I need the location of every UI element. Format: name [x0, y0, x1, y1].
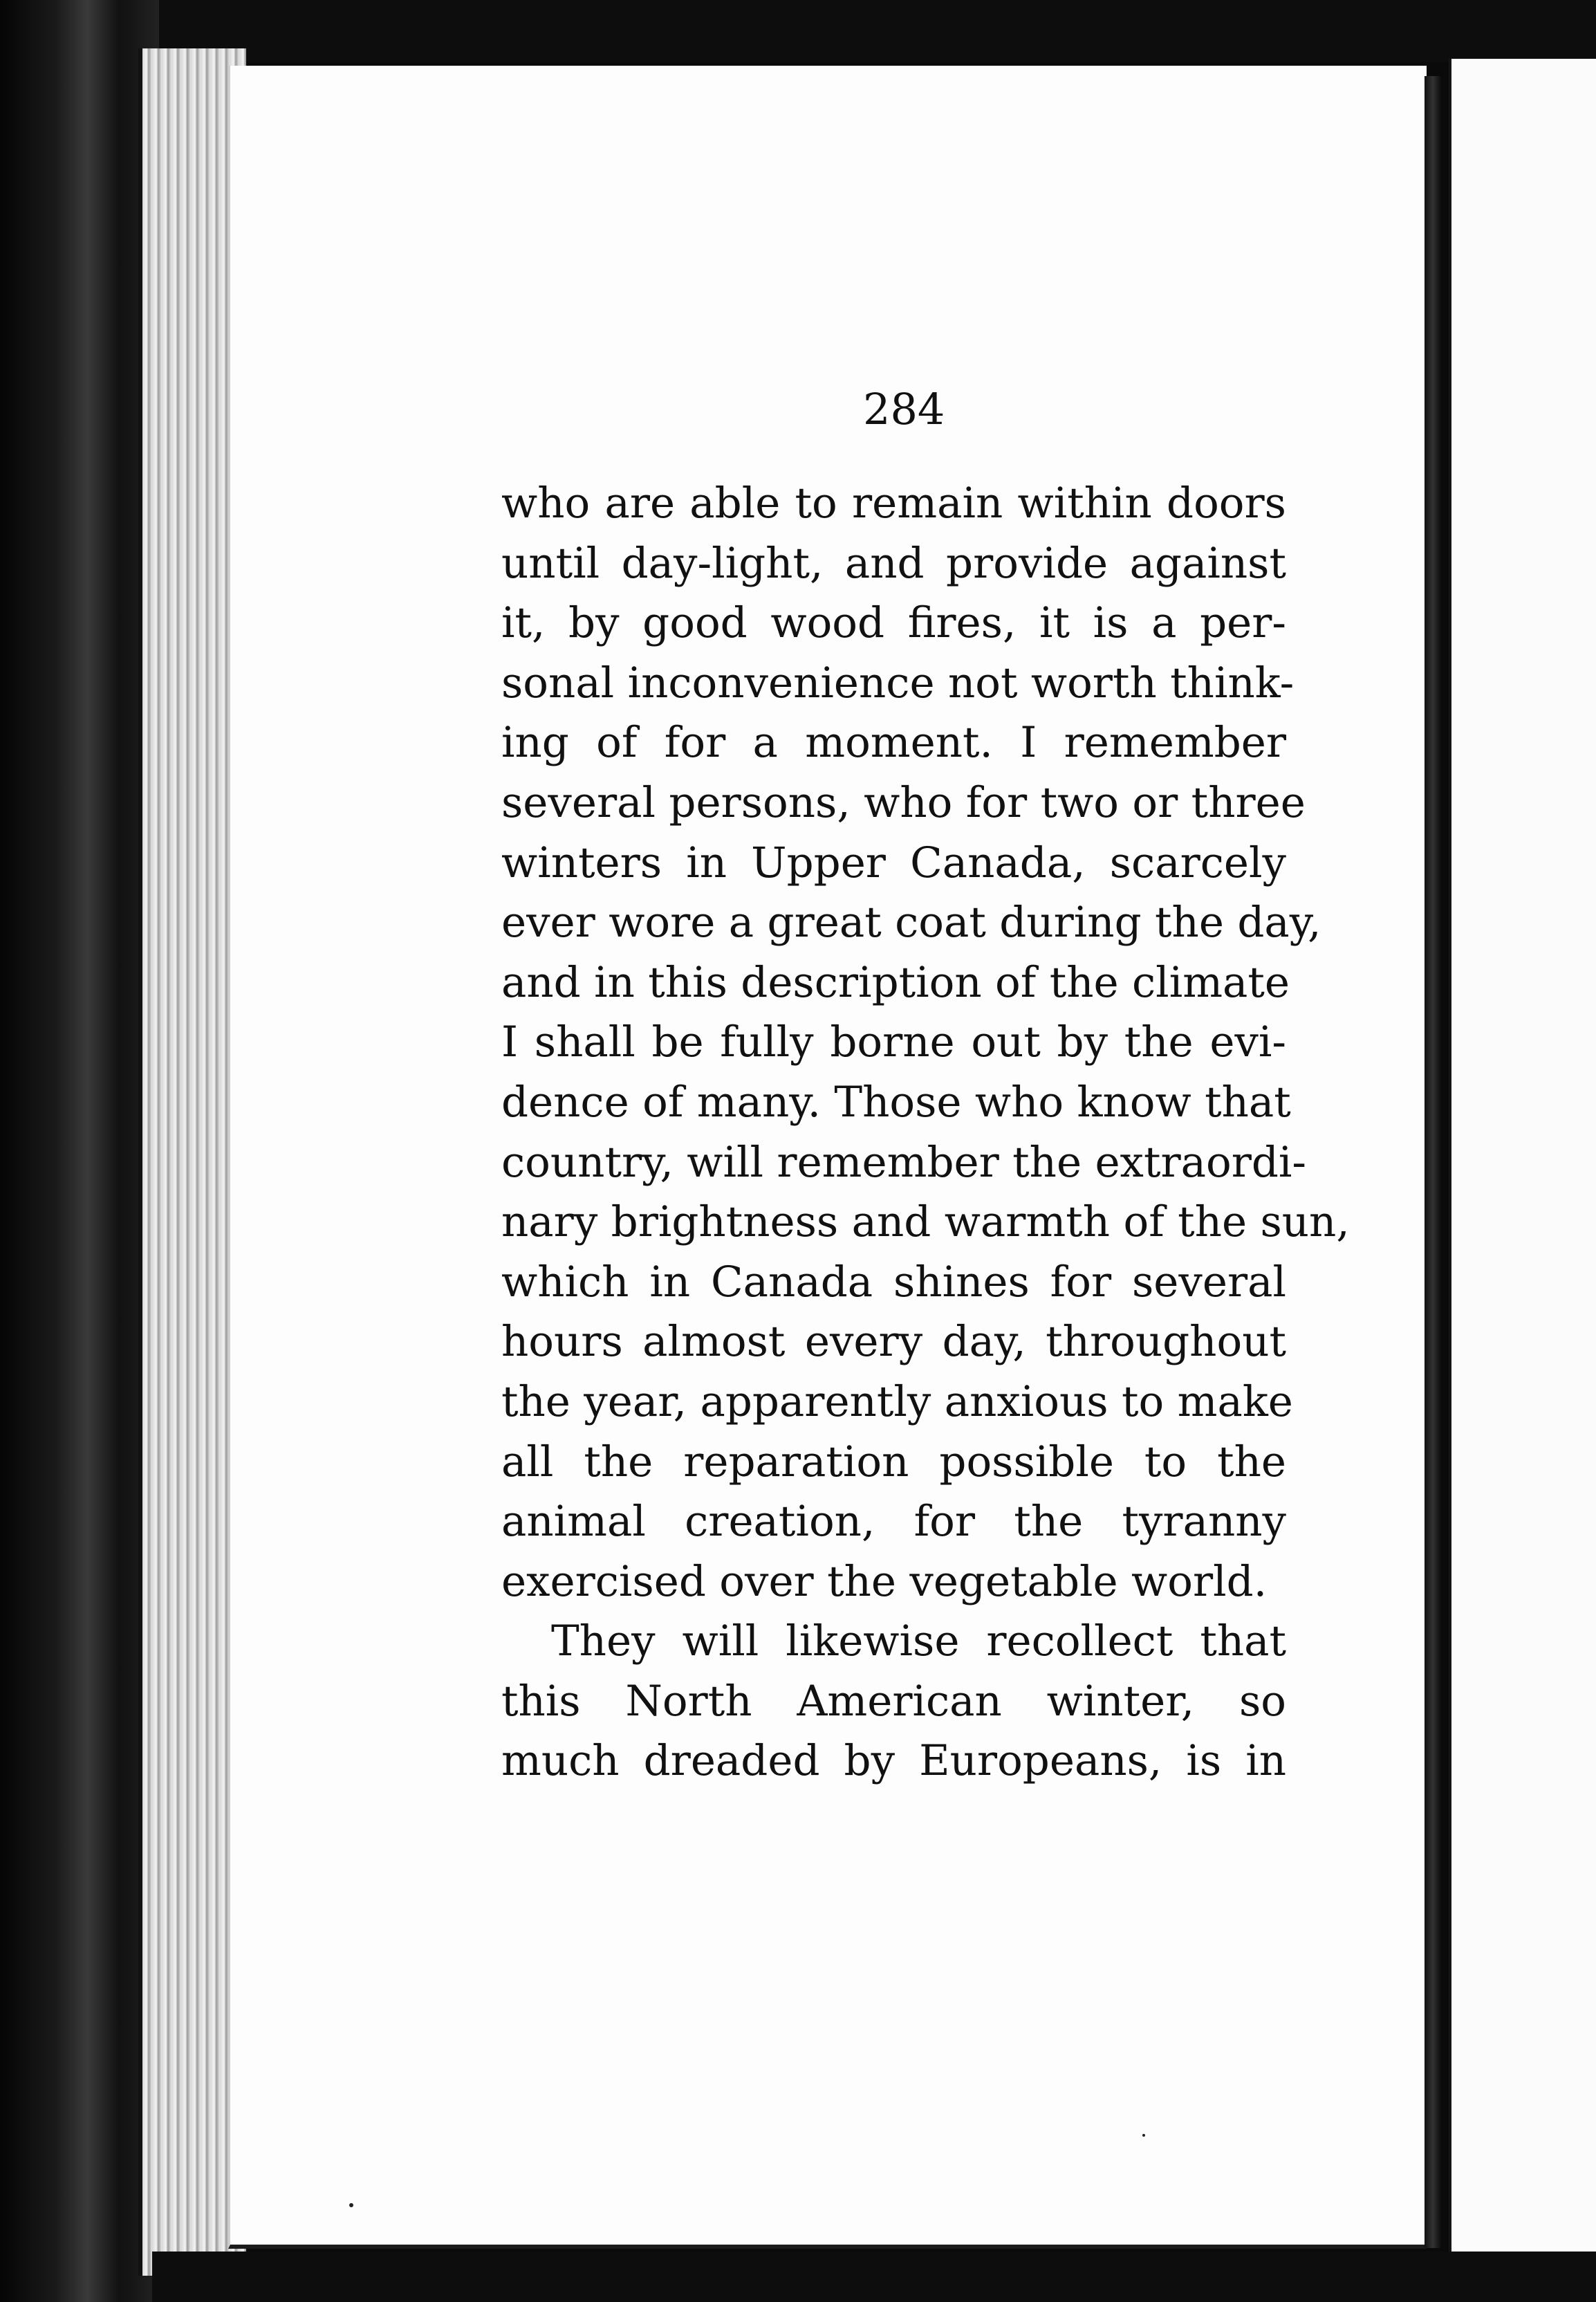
text-line: country, will remember the extraordi-	[501, 1137, 1307, 1187]
text-line: and in this description of the climate	[501, 957, 1290, 1007]
text-line: nary brightness and warmth of the sun,	[501, 1197, 1350, 1247]
text-line: it, by good wood fires, it is a per-	[501, 598, 1286, 648]
text-line: this North American winter, so	[501, 1676, 1286, 1726]
text-line: ing of for a moment. I remember	[501, 718, 1286, 768]
page-number: 284	[863, 384, 945, 434]
text-line: ever wore a great coat during the day,	[501, 898, 1321, 948]
text-line: which in Canada shines for several	[501, 1257, 1286, 1307]
text-line: I shall be fully borne out by the evi-	[501, 1018, 1286, 1067]
text-line: much dreaded by Europeans, is in	[501, 1736, 1286, 1786]
body-text	[501, 474, 1350, 1792]
text-line: exercised over the vegetable world.	[501, 1556, 1268, 1606]
text-line: They will likewise recollect that	[551, 1617, 1286, 1666]
scan-top-border	[152, 0, 1596, 62]
facing-page	[1449, 59, 1596, 2283]
text-line: until day-light, and provide against	[501, 538, 1286, 588]
page-gutter	[1425, 76, 1441, 2248]
text-line: several persons, who for two or three	[501, 777, 1306, 827]
book-binding	[0, 0, 159, 2302]
scan-bottom-border	[152, 2252, 1596, 2302]
text-line: the year, apparently anxious to make	[501, 1376, 1293, 1426]
text-line: hours almost every day, throughout	[501, 1317, 1286, 1367]
text-line: animal creation, for the tyranny	[501, 1497, 1286, 1547]
scan-speck	[349, 2203, 353, 2207]
text-line: all the reparation possible to the	[501, 1437, 1286, 1486]
text-line: dence of many. Those who know that	[501, 1077, 1291, 1127]
text-line: winters in Upper Canada, scarcely	[501, 838, 1286, 887]
scan-speck	[1142, 2134, 1145, 2137]
text-line: who are able to remain within doors	[501, 479, 1286, 528]
text-line: sonal inconvenience not worth think-	[501, 658, 1295, 708]
